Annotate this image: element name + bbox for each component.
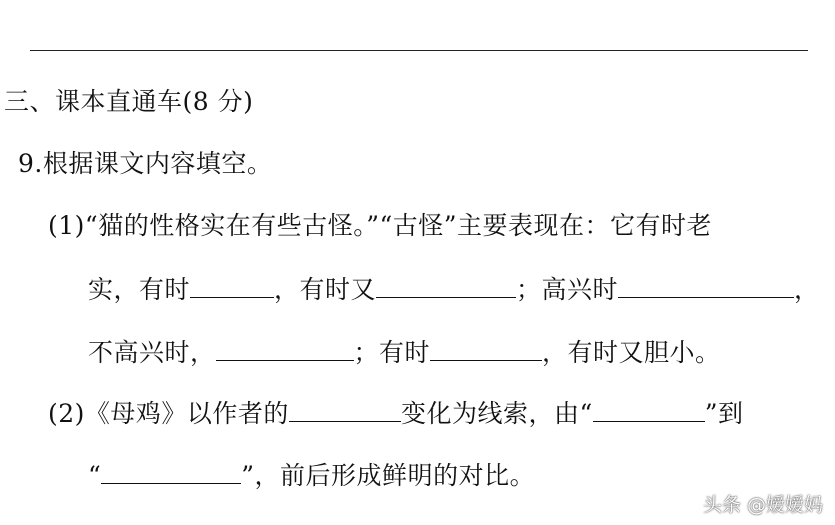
part1-text-line1: “猫的性格实在有些古怪。”“古怪”主要表现在：它有时老 [84, 211, 713, 240]
blank-4[interactable] [216, 336, 354, 361]
part1-line3 [88, 336, 721, 369]
part2-line1-text-a: 《母鸡》以作者的 [84, 399, 289, 428]
blank-5[interactable] [430, 336, 542, 361]
top-answer-line [30, 50, 808, 51]
part2-line2-text-b: ”，前后形成鲜明的对比。 [241, 461, 536, 490]
part2-line1-text-b: 变化为线索，由“ [400, 399, 593, 428]
part1-line3-text-a: 不高兴时， [88, 338, 216, 367]
watermark: 头条 @嫒嫒妈 [702, 494, 823, 516]
blank-8[interactable] [101, 459, 241, 484]
question-number: 9. [18, 149, 43, 178]
part1-line3-text-c: ，有时又胆小。 [542, 338, 721, 367]
question-9 [18, 148, 272, 180]
part1-line2-text-c: ；高兴时 [516, 275, 619, 304]
part2-line1 [48, 397, 744, 430]
part2-line1-text-c: ”到 [704, 399, 744, 428]
part1-number: (1) [48, 211, 85, 240]
blank-2[interactable] [376, 273, 516, 298]
question-prompt: 根据课文内容填空。 [42, 149, 273, 178]
part1-line2-text-b: ，有时又 [274, 275, 377, 304]
part2-line2-text-a: “ [88, 461, 102, 490]
part2-number: (2) [48, 399, 85, 428]
part1-line3-text-b: ；有时 [353, 338, 431, 367]
part1-line2-text-a: 实，有时 [88, 275, 191, 304]
part2-line2 [88, 459, 535, 492]
blank-6[interactable] [289, 397, 401, 422]
blank-1[interactable] [190, 273, 274, 298]
part1-line2-text-d: ， [794, 275, 820, 304]
blank-7[interactable] [593, 397, 705, 422]
blank-3[interactable] [618, 273, 794, 298]
part1-line2 [88, 273, 820, 306]
part1-line1 [48, 210, 712, 242]
section-heading: 三、课本直通车(8 分) [4, 87, 254, 116]
